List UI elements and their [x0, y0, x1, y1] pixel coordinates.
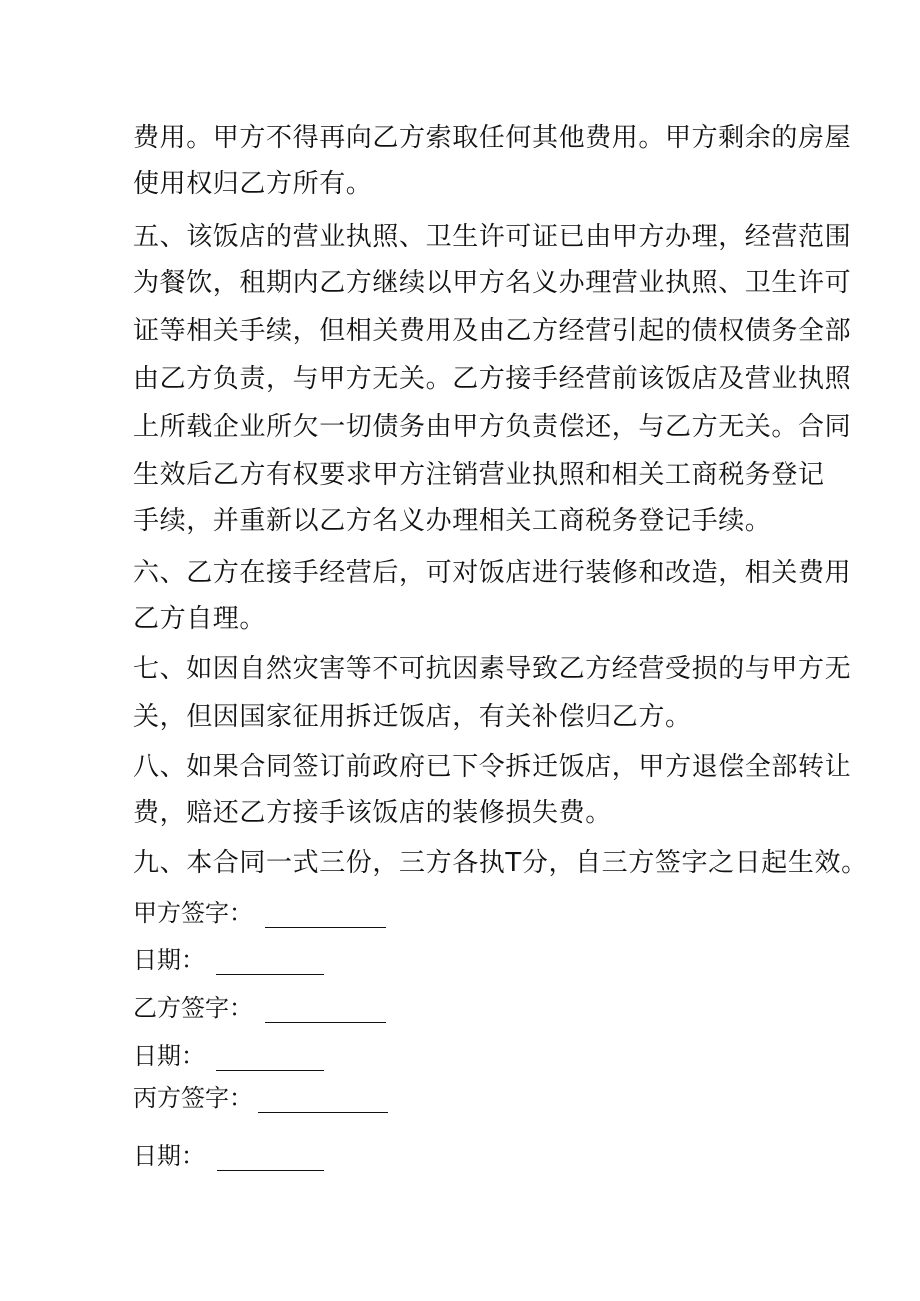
text-line: 八、如果合同签订前政府已下令拆迁饭店，甲方退偿全部转让: [133, 752, 852, 782]
text-line: 九、本合同一式三份，三方各执T分，自三方签字之日起生效。: [133, 848, 868, 878]
text-line: 为餐饮，租期内乙方继续以甲方名义办理营业执照、卫生许可: [133, 268, 852, 298]
text-line: 七、如因自然灾害等不可抗因素导致乙方经营受损的与甲方无: [133, 654, 852, 684]
party-a-signature-row: [133, 898, 253, 928]
party-c-signature-blank[interactable]: [258, 1083, 388, 1113]
date-2-label: 日期：: [133, 1042, 205, 1070]
party-b-signature-blank[interactable]: [265, 993, 386, 1023]
text-line: 费，赔还乙方接手该饭店的装修损失费。: [133, 798, 612, 828]
text-line: 使用权归乙方所有。: [133, 169, 373, 199]
party-b-signature-label: 乙方签字：: [133, 994, 253, 1022]
date-2-blank[interactable]: [216, 1041, 324, 1071]
text-line: 上所载企业所欠一切债务由甲方负责偿还，与乙方无关。合同: [133, 412, 852, 442]
date-3-label: 日期：: [133, 1142, 205, 1170]
text-line: 关，但因国家征用拆迁饭店，有关补偿归乙方。: [133, 702, 692, 732]
text-line: 由乙方负责，与甲方无关。乙方接手经营前该饭店及营业执照: [133, 364, 852, 394]
text-line: 五、该饭店的营业执照、卫生许可证已由甲方办理，经营范围: [133, 222, 852, 252]
text-line: 手续，并重新以乙方名义办理相关工商税务登记手续。: [133, 506, 772, 536]
party-c-signature-label: 丙方签字：: [133, 1084, 253, 1112]
party-a-signature-label: 甲方签字：: [133, 899, 253, 927]
date-2-row: [133, 1041, 205, 1071]
date-3-blank[interactable]: [217, 1141, 324, 1171]
text-line: 证等相关手续，但相关费用及由乙方经营引起的债权债务全部: [133, 316, 852, 346]
party-c-signature-row: [133, 1083, 253, 1113]
text-line: 乙方自理。: [133, 604, 267, 634]
text-line: 生效后乙方有权要求甲方注销营业执照和相关工商税务登记: [133, 460, 825, 490]
date-1-label: 日期：: [133, 946, 205, 974]
date-1-row: [133, 945, 205, 975]
party-a-signature-blank[interactable]: [265, 898, 386, 928]
text-line: 六、乙方在接手经营后，可对饭店进行装修和改造，相关费用: [133, 558, 852, 588]
date-1-blank[interactable]: [216, 945, 324, 975]
text-line: 费用。甲方不得再向乙方索取任何其他费用。甲方剩余的房屋: [133, 123, 852, 153]
date-3-row: [133, 1141, 205, 1171]
party-b-signature-row: [133, 993, 253, 1023]
